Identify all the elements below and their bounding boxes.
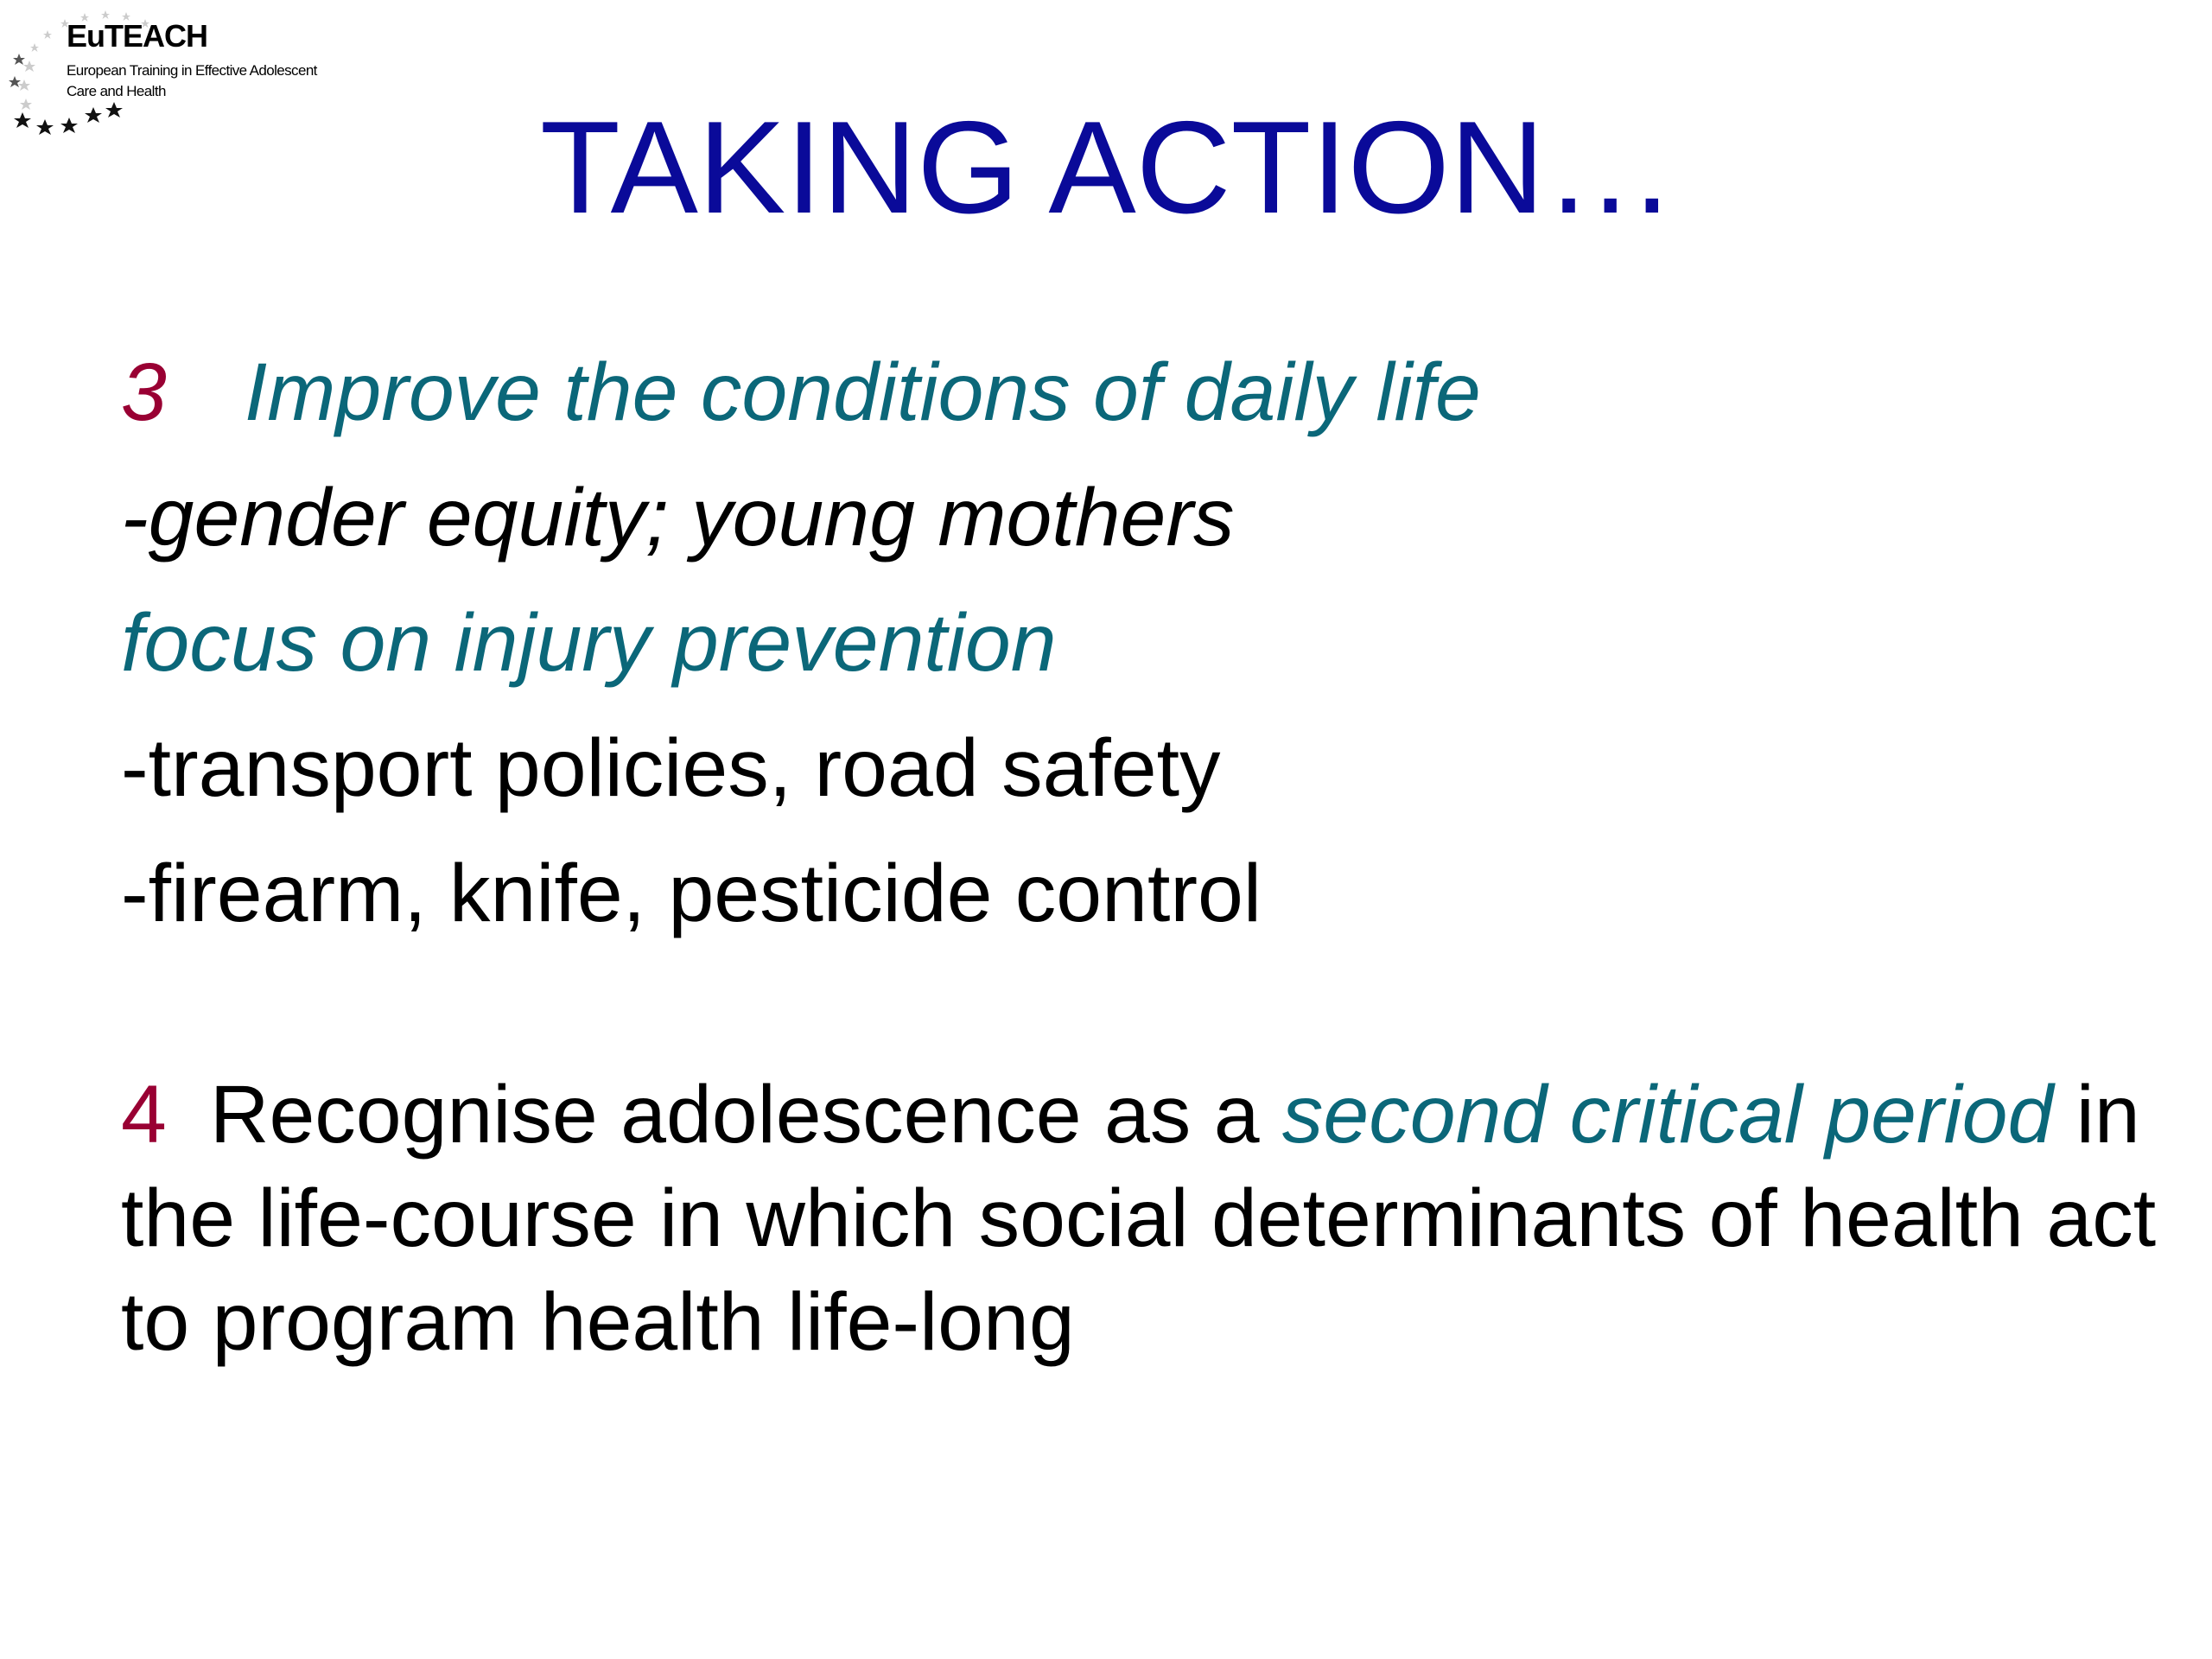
euteach-logo (0, 0, 346, 156)
transport-policies-line: -transport policies, road safety (121, 722, 1221, 814)
section4-text-after: in the life-course in which social determinants of health act to program health life-long (121, 1069, 2157, 1368)
firearm-control-line: -firearm, knife, pesticide control (121, 848, 1262, 939)
logo-name: EuTEACH (67, 18, 207, 54)
slide-title: TAKING ACTION… (540, 94, 1676, 241)
section3-number: 3 (121, 346, 167, 438)
injury-prevention-line: focus on injury prevention (121, 597, 1057, 689)
section4-text-before: Recognise adolescence as a (209, 1069, 1282, 1160)
section4-paragraph (121, 1063, 2177, 1374)
gender-equity-line: -gender equity; young mothers (121, 472, 1235, 563)
logo-subtitle-line2: Care and Health (67, 83, 166, 99)
logo-subtitle-line1: European Training in Effective Adolescent (67, 62, 317, 79)
section4-number: 4 (121, 1069, 167, 1160)
section3-heading-text: Improve the conditions of daily life (244, 346, 1481, 438)
section4-emphasis: second critical period (1281, 1069, 2054, 1160)
section3-heading (121, 346, 1481, 438)
